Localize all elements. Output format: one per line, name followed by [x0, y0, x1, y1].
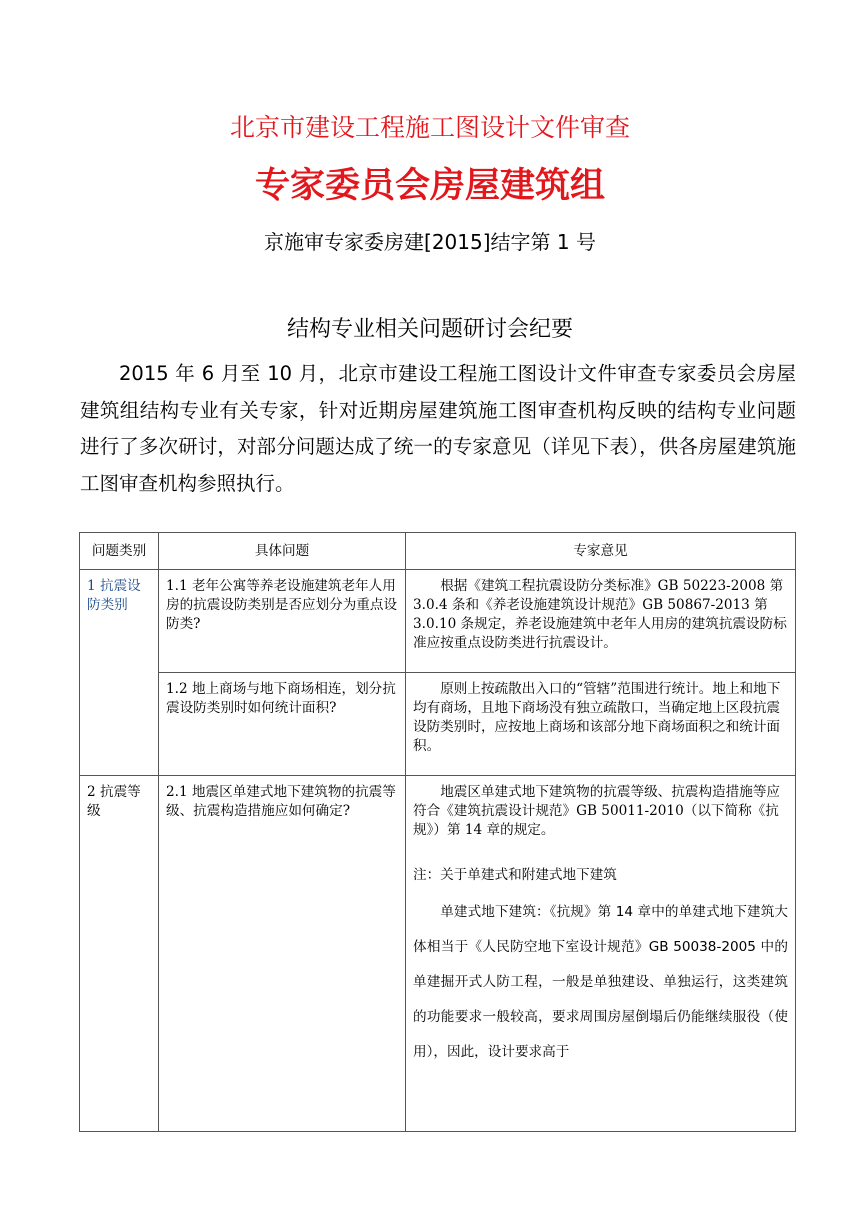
- opinion-cell: [406, 776, 796, 1132]
- opinion-text: 地震区单建式地下建筑物的抗震等级、抗震构造措施等应符合《建筑抗震设计规范》GB 50011-2010（以下简称《抗规》）第 14 章的规定。: [413, 784, 781, 838]
- header-opinion: 专家意见: [406, 533, 796, 570]
- opinion-cell: 根据《建筑工程抗震设防分类标准》GB 50223-2008 第 3.0.4 条和《养老设施建筑设计规范》GB 50867-2013 第 3.0.10 条规定，养老设施建筑中老年人用房的建筑抗震设防标准应按重点设防类进行抗震设计。: [406, 570, 796, 673]
- category-cell: 2 抗震等级: [80, 776, 159, 1132]
- header-question: 具体问题: [159, 533, 406, 570]
- org-title-line1: 北京市建设工程施工图设计文件审查: [229, 113, 630, 142]
- intro-paragraph: 2015 年 6 月至 10 月，北京市建设工程施工图设计文件审查专家委员会房屋建筑组结构专业有关专家，针对近期房屋建筑施工图审查机构反映的结构专业问题进行了多次研讨，对部分问题达成了统一的专家意见（详见下表），供各房屋建筑施工图审查机构参照执行。: [80, 362, 796, 495]
- category-cell: 1 抗震设防类别: [80, 570, 159, 776]
- note-body: 单建式地下建筑：《抗规》第 14 章中的单建式地下建筑大体相当于《人民防空地下室设计规范》GB 50038-2005 中的单建掘开式人防工程，一般是单独建设、单独运行，这类建筑的功能要求一般较高，要求周围房屋倒塌后仍能继续服役（使用），因此，设计要求高于: [413, 904, 788, 1060]
- issues-table: [79, 532, 796, 1132]
- table-header-row: [80, 533, 796, 570]
- question-cell: 1.1 老年公寓等养老设施建筑老年人用房的抗震设防类别是否应划分为重点设防类?: [159, 570, 406, 673]
- table-row: [80, 673, 796, 776]
- table-row: [80, 570, 796, 673]
- question-cell: 1.2 地上商场与地下商场相连，划分抗震设防类别时如何统计面积?: [159, 673, 406, 776]
- document-number: 京施审专家委房建[2015]结字第 1 号: [264, 230, 596, 254]
- note-title: 注：关于单建式和附建式地下建筑: [413, 867, 617, 883]
- org-title-line2: 专家委员会房屋建筑组: [254, 166, 605, 206]
- document-subtitle: 结构专业相关问题研讨会纪要: [286, 317, 573, 342]
- table-row: [80, 776, 796, 1132]
- question-cell: 2.1 地震区单建式地下建筑物的抗震等级、抗震构造措施应如何确定?: [159, 776, 406, 1132]
- header-category: 问题类别: [80, 533, 159, 570]
- opinion-cell: 原则上按疏散出入口的“管辖”范围进行统计。地上和地下均有商场，且地下商场没有独立疏散口，当确定地上区段抗震设防类别时，应按地上商场和该部分地下商场面积之和统计面积。: [406, 673, 796, 776]
